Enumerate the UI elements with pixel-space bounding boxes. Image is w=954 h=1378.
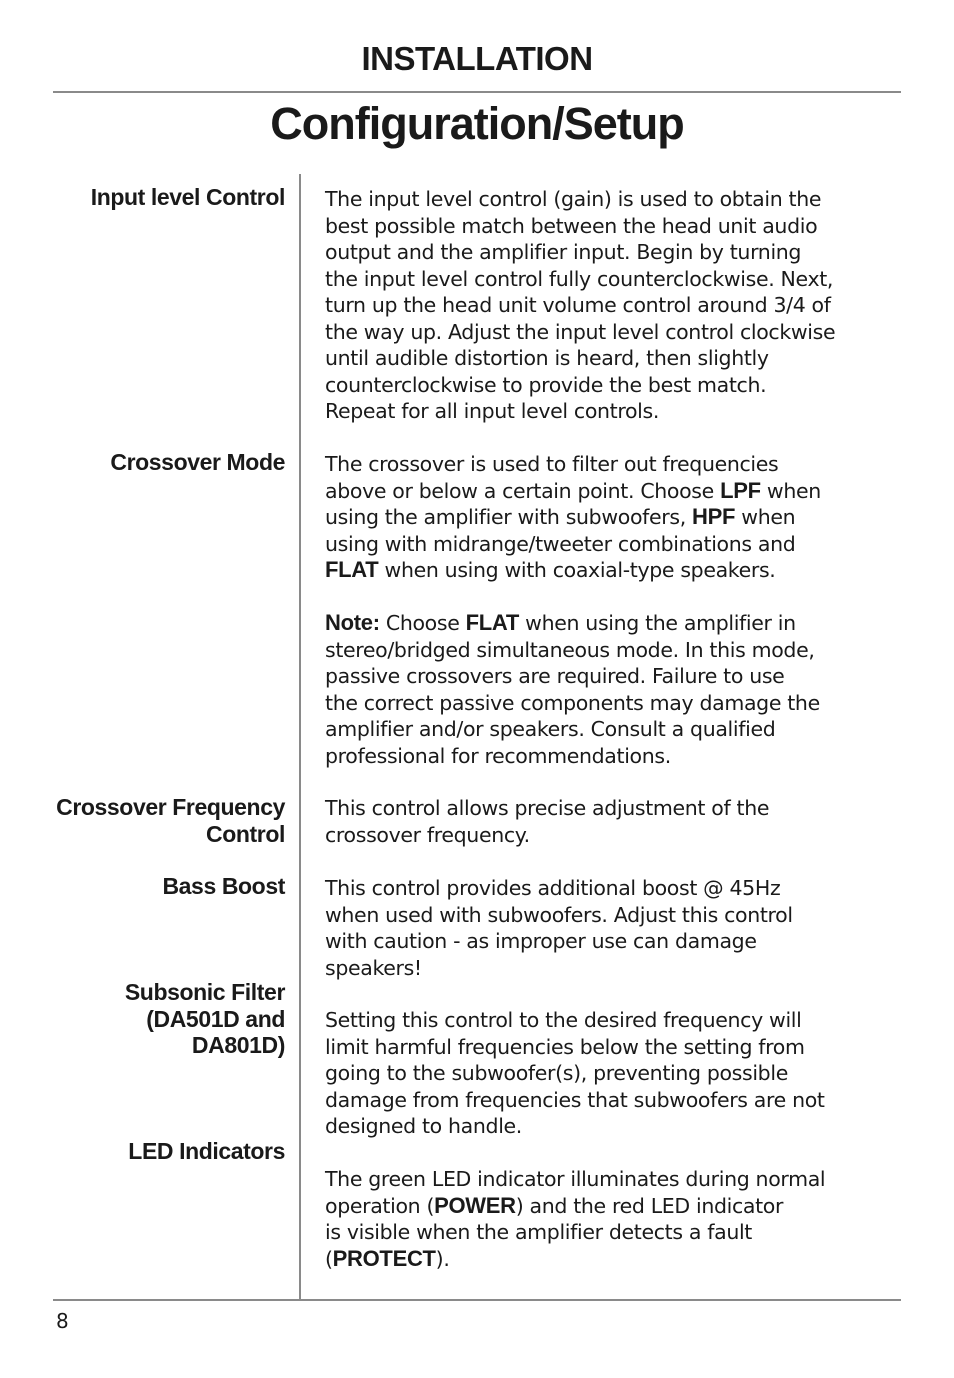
text-span: when bbox=[735, 505, 796, 529]
text-line: the correct passive components may damage the bbox=[325, 690, 820, 715]
page-number: 8 bbox=[56, 1309, 69, 1333]
text-line: professional for recommendations. bbox=[325, 743, 671, 768]
top-rule bbox=[53, 91, 901, 93]
column-divider bbox=[299, 174, 301, 1300]
text-line: This control provides additional boost @ 45Hz bbox=[325, 876, 781, 900]
text-line: This control allows precise adjustment of the bbox=[325, 796, 770, 820]
text-line: The crossover is used to filter out frequencies bbox=[325, 452, 779, 476]
label-input-level: Input level Control bbox=[90, 184, 285, 210]
text-line: stereo/bridged simultaneous mode. In this mode, bbox=[325, 637, 815, 662]
label-crossover-frequency bbox=[25, 794, 285, 847]
text-line: crossover frequency. bbox=[325, 822, 530, 847]
text-line bbox=[325, 610, 900, 637]
label-led-indicators: LED Indicators bbox=[128, 1138, 285, 1164]
text-line: is visible when the amplifier detects a fault bbox=[325, 1220, 752, 1244]
text-line: speakers! bbox=[325, 955, 422, 980]
label-subsonic-filter bbox=[25, 979, 285, 1059]
text-span: ) and the red LED indicator bbox=[515, 1193, 784, 1218]
paragraph-subsonic-filter bbox=[325, 1007, 900, 1140]
text-line: when used with subwoofers. Adjust this control bbox=[325, 902, 793, 927]
page-title: Configuration/Setup bbox=[270, 98, 684, 149]
label-line: Subsonic Filter bbox=[124, 979, 285, 1005]
label-line: Crossover Frequency bbox=[56, 794, 285, 820]
text-line: The input level control (gain) is used to obtain the bbox=[325, 187, 822, 211]
text-line: The green LED indicator illuminates during normal bbox=[325, 1167, 826, 1191]
text-line bbox=[325, 1246, 900, 1273]
text-line: Setting this control to the desired frequency will bbox=[325, 1008, 802, 1032]
text-line: counterclockwise to provide the best match. bbox=[325, 372, 767, 397]
text-span: ( bbox=[325, 1246, 333, 1271]
bottom-rule bbox=[53, 1299, 901, 1301]
text-line bbox=[325, 504, 900, 531]
text-line: damage from frequencies that subwoofers are not bbox=[325, 1087, 825, 1112]
text-line: the input level control fully counterclockwise. Next, bbox=[325, 266, 834, 291]
text-span: using the amplifier with subwoofers, bbox=[325, 505, 693, 529]
lpf-term: LPF bbox=[720, 477, 761, 503]
text-line: until audible distortion is heard, then slightly bbox=[325, 346, 769, 370]
paragraph-input-level bbox=[325, 186, 900, 425]
text-line: Repeat for all input level controls. bbox=[325, 399, 660, 423]
text-span: ). bbox=[435, 1246, 450, 1271]
paragraph-crossover-frequency bbox=[325, 795, 900, 848]
text-span: above or below a certain point. Choose bbox=[325, 478, 721, 503]
label-bass-boost: Bass Boost bbox=[162, 873, 285, 899]
text-line: limit harmful frequencies below the setting from bbox=[325, 1034, 805, 1059]
label-line: (DA501D and bbox=[146, 1005, 285, 1032]
hpf-term: HPF bbox=[692, 504, 736, 529]
label-line: Control bbox=[206, 820, 285, 847]
text-line bbox=[325, 478, 900, 505]
text-line bbox=[325, 1193, 900, 1220]
power-term: POWER bbox=[434, 1192, 516, 1218]
paragraph-led-indicators bbox=[325, 1166, 900, 1272]
paragraph-bass-boost bbox=[325, 875, 900, 981]
section-title: INSTALLATION bbox=[361, 40, 593, 77]
text-line: turn up the head unit volume control around 3/4 of bbox=[325, 293, 831, 317]
text-line: output and the amplifier input. Begin by turning bbox=[325, 240, 802, 264]
note-label: Note: bbox=[325, 610, 380, 635]
flat-term: FLAT bbox=[325, 557, 379, 582]
text-line: amplifier and/or speakers. Consult a qualified bbox=[325, 717, 776, 741]
paragraph-note bbox=[325, 610, 900, 769]
paragraph-crossover-mode bbox=[325, 451, 900, 584]
text-line bbox=[325, 557, 900, 584]
text-span: when using the amplifier in bbox=[519, 611, 796, 635]
text-span: operation ( bbox=[325, 1193, 435, 1218]
text-line: best possible match between the head unit audio bbox=[325, 213, 818, 238]
text-line: with caution - as improper use can damage bbox=[325, 929, 757, 953]
text-span: when using with coaxial-type speakers. bbox=[378, 558, 776, 582]
protect-term: PROTECT bbox=[332, 1245, 436, 1271]
text-span: Choose bbox=[379, 611, 466, 635]
flat-term: FLAT bbox=[465, 610, 520, 635]
text-span: when bbox=[760, 478, 821, 503]
text-line: passive crossovers are required. Failure to use bbox=[325, 664, 785, 688]
label-line: DA801D) bbox=[191, 1032, 285, 1058]
text-line: the way up. Adjust the input level control clockwise bbox=[325, 319, 836, 344]
text-line: using with midrange/tweeter combinations and bbox=[325, 531, 796, 556]
text-line: designed to handle. bbox=[325, 1114, 522, 1138]
text-line: going to the subwoofer(s), preventing possible bbox=[325, 1061, 788, 1085]
label-crossover-mode: Crossover Mode bbox=[110, 449, 285, 475]
